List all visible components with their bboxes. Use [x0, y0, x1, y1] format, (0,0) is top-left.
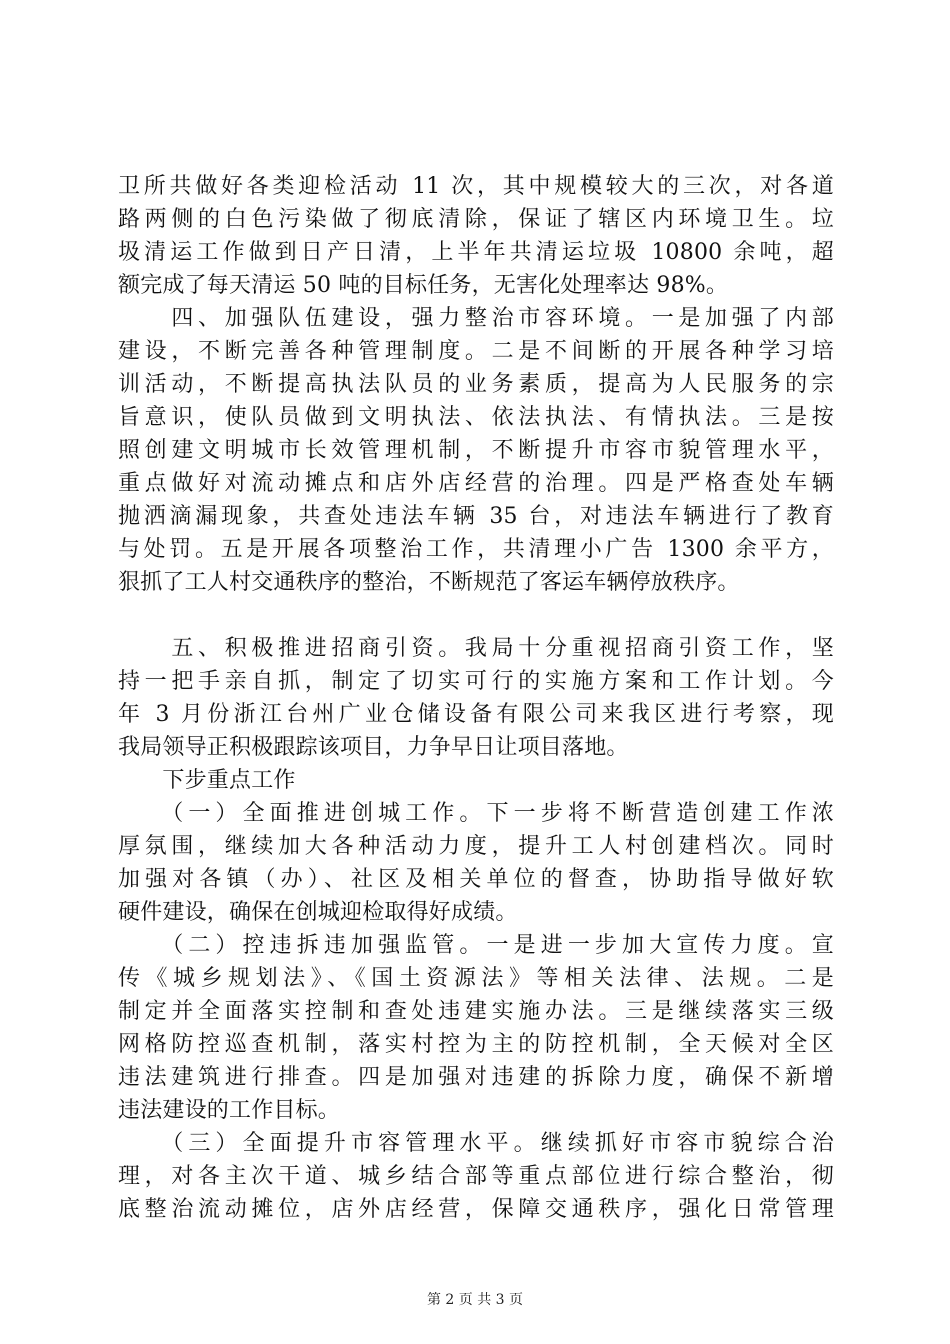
text-line: 持一把手亲自抓，制定了切实可行的实施方案和工作计划。今: [118, 669, 834, 694]
text-line: 与处罚。五是开展各项整治工作，共清理小广告 1300 余平方，: [118, 537, 834, 562]
text-line: 加强对各镇（办）、社区及相关单位的督查，协助指导做好软: [118, 867, 834, 892]
paragraph-investment: [118, 632, 834, 764]
text-line: 网格防控巡查机制，落实村控为主的防控机制，全天候对全区: [118, 1032, 834, 1057]
text-line: 圾清运工作做到日产日清，上半年共清运垃圾 10800 余吨，超: [118, 240, 834, 265]
text-line: 硬件建设，确保在创城迎检取得好成绩。: [118, 900, 518, 925]
text-line: （一）全面推进创城工作。下一步将不断营造创建工作浓: [118, 801, 834, 826]
text-line: 抛洒滴漏现象，共查处违法车辆 35 台，对违法车辆进行了教育: [118, 504, 834, 529]
text-line: 制定并全面落实控制和查处违建实施办法。三是继续落实三级: [118, 999, 834, 1024]
text-line: 年 3 月份浙江台州广业仓储设备有限公司来我区进行考察，现: [118, 702, 834, 727]
document-body: [118, 170, 834, 1226]
text-line: 底整治流动摊位，店外店经营，保障交通秩序，强化日常管理: [118, 1197, 834, 1222]
page-footer: 第 2 页 共 3 页: [426, 1292, 524, 1308]
paragraph-gap: [118, 599, 834, 632]
text-line: 路两侧的白色污染做了彻底清除，保证了辖区内环境卫生。垃: [118, 207, 834, 232]
text-line: 四、加强队伍建设，强力整治市容环境。一是加强了内部: [118, 306, 834, 331]
text-line: 额完成了每天清运 50 吨的目标任务，无害化处理率达 98%。: [118, 273, 729, 298]
text-line: 重点做好对流动摊点和店外店经营的治理。四是严格查处车辆: [118, 471, 834, 496]
text-line: 我局领导正积极跟踪该项目，力争早日让项目落地。: [118, 735, 629, 760]
text-line: 狠抓了工人村交通秩序的整治，不断规范了客运车辆停放秩序。: [118, 570, 740, 595]
paragraph-item-2: [118, 929, 834, 1127]
text-line: 照创建文明城市长效管理机制，不断提升市容市貌管理水平，: [118, 438, 834, 463]
text-line: （三）全面提升市容管理水平。继续抓好市容市貌综合治: [118, 1131, 834, 1156]
text-line: （二）控违拆违加强监管。一是进一步加大宣传力度。宣: [118, 933, 834, 958]
paragraph-item-1: [118, 797, 834, 929]
text-line: 违法建筑进行排查。四是加强对违建的拆除力度，确保不新增: [118, 1065, 834, 1090]
text-line: 卫所共做好各类迎检活动 11 次，其中规模较大的三次，对各道: [118, 174, 834, 199]
text-line: 旨意识，使队员做到文明执法、依法执法、有情执法。三是按: [118, 405, 834, 430]
text-line: 理，对各主次干道、城乡结合部等重点部位进行综合整治，彻: [118, 1164, 834, 1189]
paragraph-team-building: [118, 302, 834, 599]
text-line: 厚氛围，继续加大各种活动力度，提升工人村创建档次。同时: [118, 834, 834, 859]
paragraph-sanitation: [118, 170, 834, 302]
paragraph-next-steps-heading: [118, 764, 834, 797]
text-line: 训活动，不断提高执法队员的业务素质，提高为人民服务的宗: [118, 372, 834, 397]
text-line: 传《城乡规划法》、《国土资源法》等相关法律、法规。二是: [118, 966, 834, 991]
text-line: 建设，不断完善各种管理制度。二是不间断的开展各种学习培: [118, 339, 834, 364]
text-line: 违法建设的工作目标。: [118, 1098, 341, 1123]
text-line: 五、积极推进招商引资。我局十分重视招商引资工作，坚: [118, 636, 834, 661]
text-line: 下步重点工作: [118, 768, 296, 793]
paragraph-item-3: [118, 1127, 834, 1226]
